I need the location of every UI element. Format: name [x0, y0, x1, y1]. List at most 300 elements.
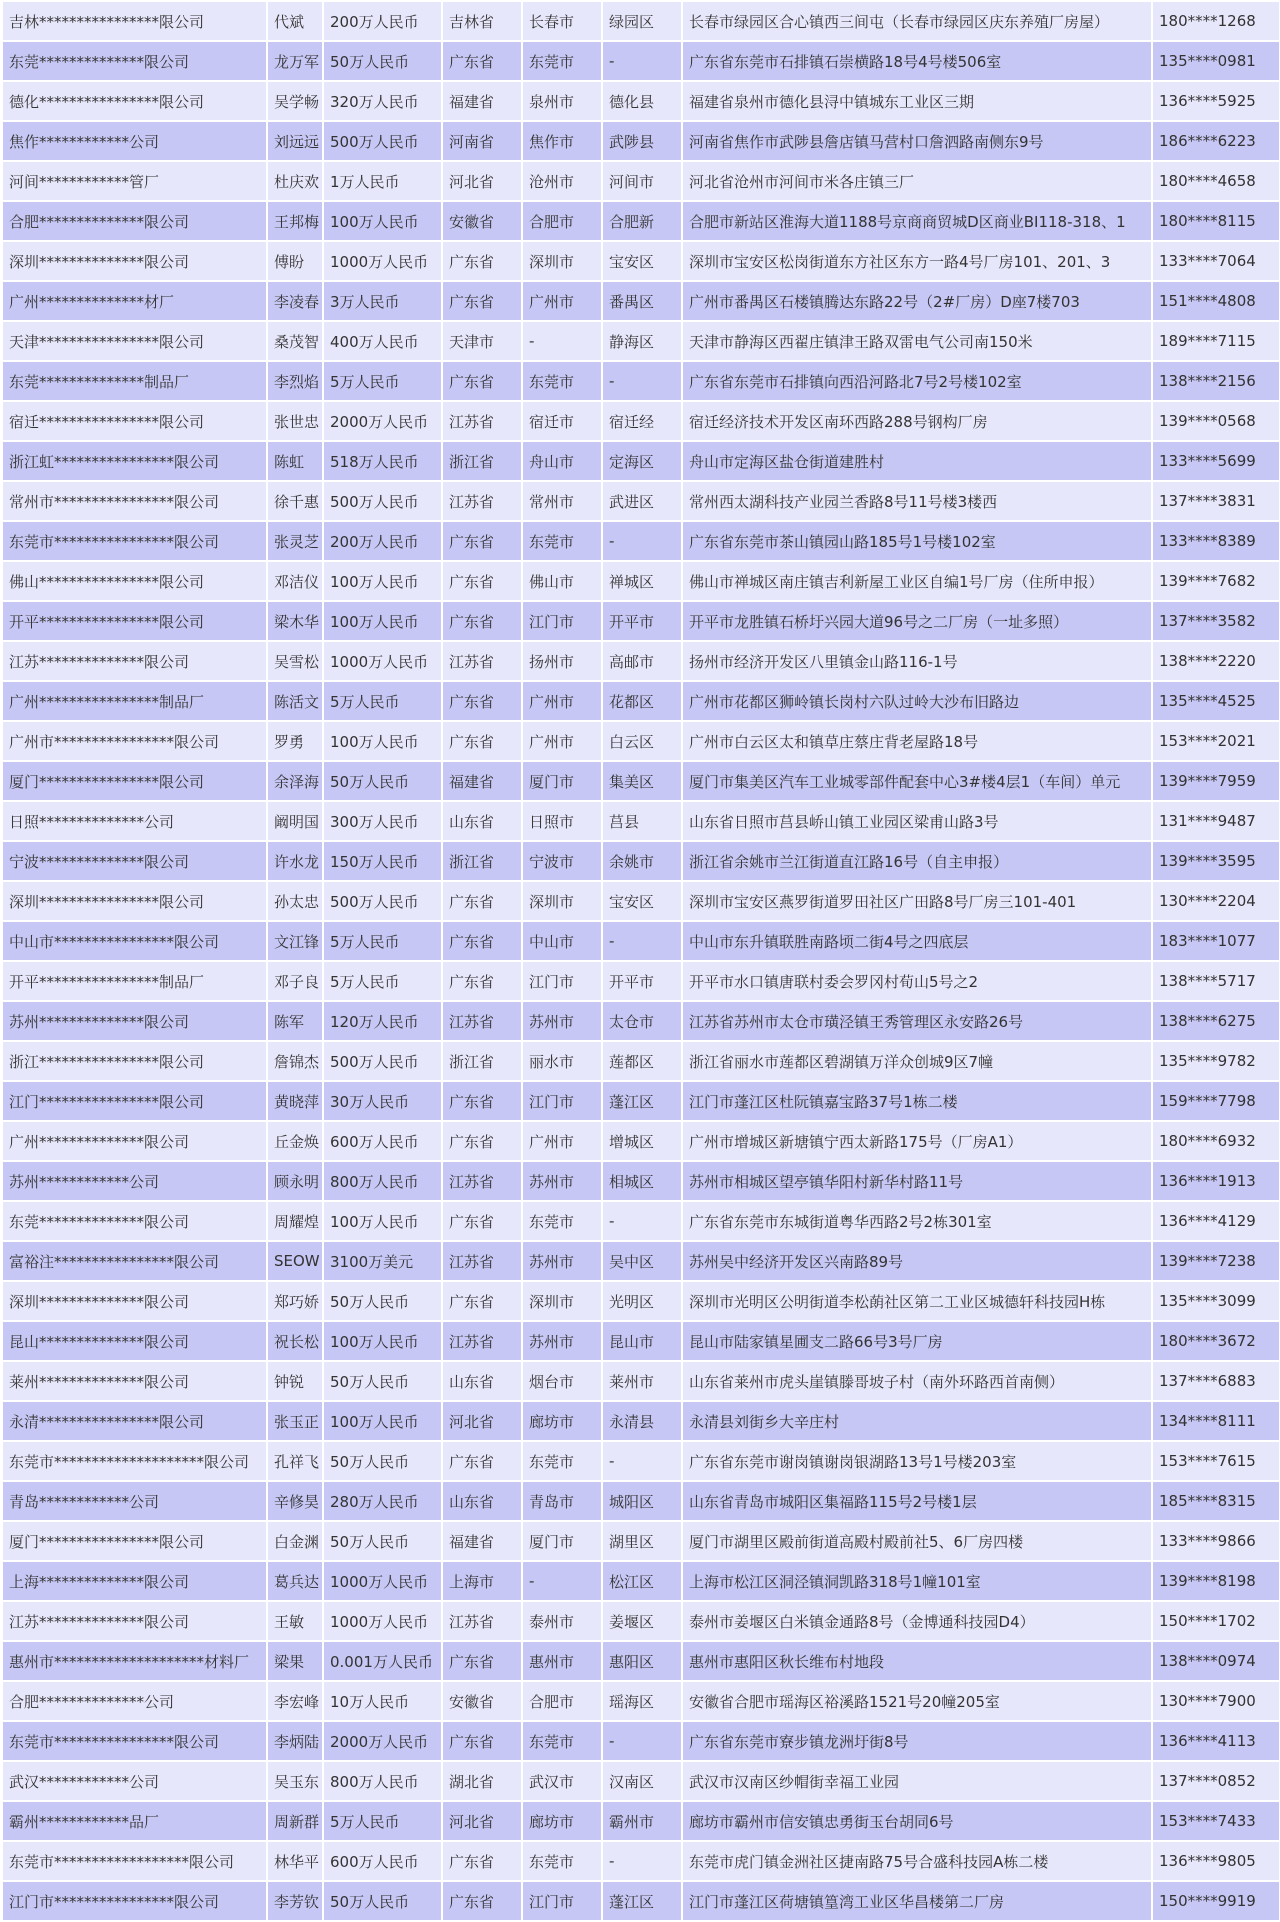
district-cell: 武进区 — [602, 481, 682, 521]
city-cell: 东莞市 — [522, 1441, 602, 1481]
table-row — [2, 361, 1280, 401]
registered-capital-cell: 50万人民币 — [323, 1361, 442, 1401]
table-row — [2, 721, 1280, 761]
contact-person-cell: 邓洁仪 — [267, 561, 323, 601]
contact-person-cell: 张世忠 — [267, 401, 323, 441]
phone-cell: 180****6932 — [1152, 1121, 1280, 1161]
district-cell: 增城区 — [602, 1121, 682, 1161]
address-cell: 开平市水口镇唐联村委会罗冈村荀山5号之2 — [682, 961, 1152, 1001]
city-cell: 东莞市 — [522, 361, 602, 401]
city-cell: 中山市 — [522, 921, 602, 961]
registered-capital-cell: 500万人民币 — [323, 1041, 442, 1081]
address-cell: 合肥市新站区淮海大道1188号京商商贸城D区商业BI118-318、1 — [682, 201, 1152, 241]
contact-person-cell: 阚明国 — [267, 801, 323, 841]
province-cell: 广东省 — [442, 1201, 522, 1241]
phone-cell: 180****4658 — [1152, 161, 1280, 201]
address-cell: 开平市龙胜镇石桥圩兴园大道96号之二厂房（一址多照） — [682, 601, 1152, 641]
phone-cell: 153****7433 — [1152, 1801, 1280, 1841]
table-row — [2, 241, 1280, 281]
address-cell: 广州市番禺区石楼镇腾达东路22号（2#厂房）D座7楼703 — [682, 281, 1152, 321]
address-cell: 广东省东莞市茶山镇园山路185号1号楼102室 — [682, 521, 1152, 561]
contact-person-cell: 白金渊 — [267, 1521, 323, 1561]
phone-cell: 133****8389 — [1152, 521, 1280, 561]
address-cell: 浙江省余姚市兰江街道直江路16号（自主申报） — [682, 841, 1152, 881]
address-cell: 广东省东莞市石排镇石崇横路18号4号楼506室 — [682, 41, 1152, 81]
phone-cell: 186****6223 — [1152, 121, 1280, 161]
phone-cell: 153****2021 — [1152, 721, 1280, 761]
table-row — [2, 681, 1280, 721]
table-row — [2, 1241, 1280, 1281]
table-row — [2, 401, 1280, 441]
company-name-cell: 东莞市****************限公司 — [2, 521, 267, 561]
company-name-cell: 广州市****************限公司 — [2, 721, 267, 761]
district-cell: 花都区 — [602, 681, 682, 721]
contact-person-cell: 杜庆欢 — [267, 161, 323, 201]
district-cell: 静海区 — [602, 321, 682, 361]
table-row — [2, 601, 1280, 641]
city-cell: 厦门市 — [522, 761, 602, 801]
registered-capital-cell: 100万人民币 — [323, 1321, 442, 1361]
city-cell: 扬州市 — [522, 641, 602, 681]
registered-capital-cell: 100万人民币 — [323, 1201, 442, 1241]
address-cell: 江苏省苏州市太仓市璜泾镇王秀管理区永安路26号 — [682, 1001, 1152, 1041]
company-name-cell: 焦作************公司 — [2, 121, 267, 161]
contact-person-cell: 李炳陆 — [267, 1721, 323, 1761]
contact-person-cell: 龙万军 — [267, 41, 323, 81]
contact-person-cell: 代斌 — [267, 1, 323, 41]
city-cell: - — [522, 321, 602, 361]
registered-capital-cell: 5万人民币 — [323, 961, 442, 1001]
city-cell: 佛山市 — [522, 561, 602, 601]
district-cell: 莒县 — [602, 801, 682, 841]
district-cell: 汉南区 — [602, 1761, 682, 1801]
province-cell: 江苏省 — [442, 1001, 522, 1041]
contact-person-cell: 梁果 — [267, 1641, 323, 1681]
registered-capital-cell: 1万人民币 — [323, 161, 442, 201]
district-cell: 蓬江区 — [602, 1881, 682, 1921]
province-cell: 江苏省 — [442, 401, 522, 441]
contact-person-cell: 吴学畅 — [267, 81, 323, 121]
phone-cell: 139****7238 — [1152, 1241, 1280, 1281]
province-cell: 天津市 — [442, 321, 522, 361]
table-row — [2, 761, 1280, 801]
city-cell: 烟台市 — [522, 1361, 602, 1401]
company-name-cell: 宿迁****************限公司 — [2, 401, 267, 441]
contact-person-cell: 吴雪松 — [267, 641, 323, 681]
address-cell: 廊坊市霸州市信安镇忠勇街玉台胡同6号 — [682, 1801, 1152, 1841]
phone-cell: 138****5717 — [1152, 961, 1280, 1001]
phone-cell: 131****9487 — [1152, 801, 1280, 841]
table-row — [2, 481, 1280, 521]
company-name-cell: 广州**************限公司 — [2, 1121, 267, 1161]
company-name-cell: 广州**************材厂 — [2, 281, 267, 321]
phone-cell: 138****2220 — [1152, 641, 1280, 681]
company-name-cell: 浙江****************限公司 — [2, 1041, 267, 1081]
province-cell: 广东省 — [442, 961, 522, 1001]
district-cell: 河间市 — [602, 161, 682, 201]
district-cell: - — [602, 1721, 682, 1761]
city-cell: 厦门市 — [522, 1521, 602, 1561]
contact-person-cell: 詹锦杰 — [267, 1041, 323, 1081]
district-cell: 绿园区 — [602, 1, 682, 41]
registered-capital-cell: 1000万人民币 — [323, 1601, 442, 1641]
company-table — [1, 0, 1280, 1922]
company-name-cell: 武汉************公司 — [2, 1761, 267, 1801]
registered-capital-cell: 1000万人民币 — [323, 1561, 442, 1601]
contact-person-cell: 罗勇 — [267, 721, 323, 761]
registered-capital-cell: 500万人民币 — [323, 481, 442, 521]
table-row — [2, 201, 1280, 241]
city-cell: 苏州市 — [522, 1321, 602, 1361]
city-cell: 泰州市 — [522, 1601, 602, 1641]
province-cell: 广东省 — [442, 1281, 522, 1321]
registered-capital-cell: 100万人民币 — [323, 1401, 442, 1441]
company-name-cell: 深圳**************限公司 — [2, 241, 267, 281]
province-cell: 广东省 — [442, 281, 522, 321]
table-row — [2, 1521, 1280, 1561]
registered-capital-cell: 150万人民币 — [323, 841, 442, 881]
phone-cell: 135****0981 — [1152, 41, 1280, 81]
table-row — [2, 1481, 1280, 1521]
contact-person-cell: 辛修昊 — [267, 1481, 323, 1521]
province-cell: 河南省 — [442, 121, 522, 161]
phone-cell: 138****0974 — [1152, 1641, 1280, 1681]
city-cell: 丽水市 — [522, 1041, 602, 1081]
province-cell: 江苏省 — [442, 1321, 522, 1361]
district-cell: 德化县 — [602, 81, 682, 121]
registered-capital-cell: 3100万美元 — [323, 1241, 442, 1281]
city-cell: 深圳市 — [522, 881, 602, 921]
city-cell: 江门市 — [522, 601, 602, 641]
city-cell: 江门市 — [522, 1081, 602, 1121]
phone-cell: 180****3672 — [1152, 1321, 1280, 1361]
phone-cell: 130****2204 — [1152, 881, 1280, 921]
city-cell: 宿迁市 — [522, 401, 602, 441]
address-cell: 厦门市集美区汽车工业城零部件配套中心3#楼4层1（车间）单元 — [682, 761, 1152, 801]
city-cell: 苏州市 — [522, 1241, 602, 1281]
district-cell: - — [602, 41, 682, 81]
table-row — [2, 561, 1280, 601]
phone-cell: 139****0568 — [1152, 401, 1280, 441]
phone-cell: 138****6275 — [1152, 1001, 1280, 1041]
contact-person-cell: 李烈焰 — [267, 361, 323, 401]
table-row — [2, 1601, 1280, 1641]
contact-person-cell: 黄晓萍 — [267, 1081, 323, 1121]
phone-cell: 134****8111 — [1152, 1401, 1280, 1441]
province-cell: 广东省 — [442, 1121, 522, 1161]
province-cell: 广东省 — [442, 41, 522, 81]
district-cell: 永清县 — [602, 1401, 682, 1441]
district-cell: - — [602, 1841, 682, 1881]
registered-capital-cell: 320万人民币 — [323, 81, 442, 121]
province-cell: 吉林省 — [442, 1, 522, 41]
company-name-cell: 常州市****************限公司 — [2, 481, 267, 521]
city-cell: 焦作市 — [522, 121, 602, 161]
province-cell: 上海市 — [442, 1561, 522, 1601]
city-cell: 长春市 — [522, 1, 602, 41]
contact-person-cell: 陈虹 — [267, 441, 323, 481]
contact-person-cell: 文江锋 — [267, 921, 323, 961]
province-cell: 安徽省 — [442, 201, 522, 241]
address-cell: 苏州吴中经济开发区兴南路89号 — [682, 1241, 1152, 1281]
city-cell: 沧州市 — [522, 161, 602, 201]
contact-person-cell: 梁木华 — [267, 601, 323, 641]
province-cell: 河北省 — [442, 161, 522, 201]
city-cell: 广州市 — [522, 681, 602, 721]
province-cell: 广东省 — [442, 721, 522, 761]
registered-capital-cell: 2000万人民币 — [323, 401, 442, 441]
province-cell: 广东省 — [442, 881, 522, 921]
phone-cell: 180****1268 — [1152, 1, 1280, 41]
registered-capital-cell: 100万人民币 — [323, 561, 442, 601]
city-cell: 合肥市 — [522, 1681, 602, 1721]
province-cell: 广东省 — [442, 241, 522, 281]
company-name-cell: 东莞市******************限公司 — [2, 1841, 267, 1881]
district-cell: - — [602, 521, 682, 561]
city-cell: 日照市 — [522, 801, 602, 841]
company-name-cell: 开平****************制品厂 — [2, 961, 267, 1001]
district-cell: 宿迁经 — [602, 401, 682, 441]
company-name-cell: 德化****************限公司 — [2, 81, 267, 121]
city-cell: 深圳市 — [522, 241, 602, 281]
company-name-cell: 东莞**************制品厂 — [2, 361, 267, 401]
table-row — [2, 1841, 1280, 1881]
city-cell: 东莞市 — [522, 1201, 602, 1241]
company-name-cell: 苏州**************限公司 — [2, 1001, 267, 1041]
company-name-cell: 广州****************制品厂 — [2, 681, 267, 721]
company-name-cell: 东莞市****************限公司 — [2, 1721, 267, 1761]
phone-cell: 135****3099 — [1152, 1281, 1280, 1321]
province-cell: 浙江省 — [442, 841, 522, 881]
province-cell: 江苏省 — [442, 1601, 522, 1641]
table-row — [2, 1361, 1280, 1401]
district-cell: 霸州市 — [602, 1801, 682, 1841]
city-cell: 广州市 — [522, 721, 602, 761]
company-name-cell: 江苏**************限公司 — [2, 641, 267, 681]
table-row — [2, 441, 1280, 481]
company-name-cell: 日照**************公司 — [2, 801, 267, 841]
table-row — [2, 161, 1280, 201]
company-name-cell: 厦门****************限公司 — [2, 761, 267, 801]
address-cell: 中山市东升镇联胜南路顷二街4号之四底层 — [682, 921, 1152, 961]
phone-cell: 138****2156 — [1152, 361, 1280, 401]
table-row — [2, 1321, 1280, 1361]
registered-capital-cell: 100万人民币 — [323, 721, 442, 761]
contact-person-cell: 傅盼 — [267, 241, 323, 281]
address-cell: 扬州市经济开发区八里镇金山路116-1号 — [682, 641, 1152, 681]
address-cell: 广东省东莞市寮步镇龙洲圩街8号 — [682, 1721, 1152, 1761]
address-cell: 泰州市姜堰区白米镇金通路8号（金博通科技园D4） — [682, 1601, 1152, 1641]
district-cell: 蓬江区 — [602, 1081, 682, 1121]
province-cell: 安徽省 — [442, 1681, 522, 1721]
city-cell: 廊坊市 — [522, 1801, 602, 1841]
district-cell: 高邮市 — [602, 641, 682, 681]
table-row — [2, 1, 1280, 41]
district-cell: - — [602, 921, 682, 961]
phone-cell: 135****9782 — [1152, 1041, 1280, 1081]
city-cell: 广州市 — [522, 1121, 602, 1161]
province-cell: 广东省 — [442, 681, 522, 721]
district-cell: 合肥新 — [602, 201, 682, 241]
company-name-cell: 天津****************限公司 — [2, 321, 267, 361]
company-name-cell: 深圳****************限公司 — [2, 881, 267, 921]
company-name-cell: 惠州市********************材料厂 — [2, 1641, 267, 1681]
company-name-cell: 河间************管厂 — [2, 161, 267, 201]
address-cell: 河北省沧州市河间市米各庄镇三厂 — [682, 161, 1152, 201]
city-cell: 宁波市 — [522, 841, 602, 881]
address-cell: 东莞市虎门镇金洲社区捷南路75号合盛科技园A栋二楼 — [682, 1841, 1152, 1881]
registered-capital-cell: 100万人民币 — [323, 201, 442, 241]
contact-person-cell: 余泽海 — [267, 761, 323, 801]
phone-cell: 133****9866 — [1152, 1521, 1280, 1561]
registered-capital-cell: 200万人民币 — [323, 1, 442, 41]
province-cell: 广东省 — [442, 1441, 522, 1481]
company-name-cell: 佛山****************限公司 — [2, 561, 267, 601]
phone-cell: 133****5699 — [1152, 441, 1280, 481]
address-cell: 深圳市宝安区松岗街道东方社区东方一路4号厂房101、201、3 — [682, 241, 1152, 281]
district-cell: 湖里区 — [602, 1521, 682, 1561]
contact-person-cell: 邓子良 — [267, 961, 323, 1001]
contact-person-cell: 葛兵达 — [267, 1561, 323, 1601]
address-cell: 广州市白云区太和镇草庄蔡庄背老屋路18号 — [682, 721, 1152, 761]
city-cell: 舟山市 — [522, 441, 602, 481]
district-cell: 番禺区 — [602, 281, 682, 321]
phone-cell: 136****4113 — [1152, 1721, 1280, 1761]
contact-person-cell: 李宏峰 — [267, 1681, 323, 1721]
address-cell: 长春市绿园区合心镇西三间屯（长春市绿园区庆东养殖厂房屋） — [682, 1, 1152, 41]
company-name-cell: 宁波**************限公司 — [2, 841, 267, 881]
city-cell: - — [522, 1561, 602, 1601]
registered-capital-cell: 50万人民币 — [323, 1281, 442, 1321]
registered-capital-cell: 50万人民币 — [323, 761, 442, 801]
contact-person-cell: 王敏 — [267, 1601, 323, 1641]
registered-capital-cell: 10万人民币 — [323, 1681, 442, 1721]
contact-person-cell: 许水龙 — [267, 841, 323, 881]
registered-capital-cell: 100万人民币 — [323, 601, 442, 641]
table-row — [2, 121, 1280, 161]
province-cell: 广东省 — [442, 1841, 522, 1881]
contact-person-cell: 刘远远 — [267, 121, 323, 161]
contact-person-cell: 陈活文 — [267, 681, 323, 721]
district-cell: 余姚市 — [602, 841, 682, 881]
contact-person-cell: 张玉正 — [267, 1401, 323, 1441]
table-row — [2, 1041, 1280, 1081]
city-cell: 廊坊市 — [522, 1401, 602, 1441]
phone-cell: 151****4808 — [1152, 281, 1280, 321]
province-cell: 湖北省 — [442, 1761, 522, 1801]
table-row — [2, 1721, 1280, 1761]
province-cell: 广东省 — [442, 1881, 522, 1921]
district-cell: - — [602, 1441, 682, 1481]
province-cell: 福建省 — [442, 761, 522, 801]
registered-capital-cell: 600万人民币 — [323, 1121, 442, 1161]
province-cell: 福建省 — [442, 81, 522, 121]
company-name-cell: 江门市****************限公司 — [2, 1881, 267, 1921]
city-cell: 苏州市 — [522, 1161, 602, 1201]
company-name-cell: 江门****************限公司 — [2, 1081, 267, 1121]
phone-cell: 139****3595 — [1152, 841, 1280, 881]
province-cell: 山东省 — [442, 801, 522, 841]
address-cell: 舟山市定海区盐仓街道建胜村 — [682, 441, 1152, 481]
phone-cell: 137****0852 — [1152, 1761, 1280, 1801]
address-cell: 山东省青岛市城阳区集福路115号2号楼1层 — [682, 1481, 1152, 1521]
phone-cell: 139****8198 — [1152, 1561, 1280, 1601]
registered-capital-cell: 5万人民币 — [323, 1801, 442, 1841]
contact-person-cell: 孙太忠 — [267, 881, 323, 921]
district-cell: 惠阳区 — [602, 1641, 682, 1681]
table-row — [2, 81, 1280, 121]
province-cell: 江苏省 — [442, 641, 522, 681]
district-cell: 白云区 — [602, 721, 682, 761]
city-cell: 东莞市 — [522, 1841, 602, 1881]
district-cell: - — [602, 1201, 682, 1241]
city-cell: 深圳市 — [522, 1281, 602, 1321]
table-row — [2, 1401, 1280, 1441]
city-cell: 江门市 — [522, 1881, 602, 1921]
district-cell: 姜堰区 — [602, 1601, 682, 1641]
company-name-cell: 合肥**************公司 — [2, 1681, 267, 1721]
contact-person-cell: 林华平 — [267, 1841, 323, 1881]
city-cell: 合肥市 — [522, 201, 602, 241]
registered-capital-cell: 5万人民币 — [323, 681, 442, 721]
city-cell: 苏州市 — [522, 1001, 602, 1041]
contact-person-cell: 张灵芝 — [267, 521, 323, 561]
address-cell: 苏州市相城区望亭镇华阳村新华村路11号 — [682, 1161, 1152, 1201]
province-cell: 广东省 — [442, 601, 522, 641]
company-name-cell: 厦门****************限公司 — [2, 1521, 267, 1561]
contact-person-cell: 顾永明 — [267, 1161, 323, 1201]
address-cell: 永清县刘街乡大辛庄村 — [682, 1401, 1152, 1441]
phone-cell: 136****5925 — [1152, 81, 1280, 121]
province-cell: 江苏省 — [442, 1161, 522, 1201]
table-row — [2, 1121, 1280, 1161]
address-cell: 广东省东莞市谢岗镇谢岗银湖路13号1号楼203室 — [682, 1441, 1152, 1481]
city-cell: 广州市 — [522, 281, 602, 321]
phone-cell: 133****7064 — [1152, 241, 1280, 281]
address-cell: 山东省莱州市虎头崖镇滕哥坡子村（南外环路西首南侧） — [682, 1361, 1152, 1401]
company-name-cell: 苏州************公司 — [2, 1161, 267, 1201]
table-body — [2, 1, 1280, 1921]
company-name-cell: 中山市****************限公司 — [2, 921, 267, 961]
province-cell: 浙江省 — [442, 1041, 522, 1081]
district-cell: 定海区 — [602, 441, 682, 481]
address-cell: 福建省泉州市德化县浔中镇城东工业区三期 — [682, 81, 1152, 121]
province-cell: 广东省 — [442, 1081, 522, 1121]
district-cell: 禅城区 — [602, 561, 682, 601]
registered-capital-cell: 2000万人民币 — [323, 1721, 442, 1761]
phone-cell: 135****4525 — [1152, 681, 1280, 721]
table-row — [2, 321, 1280, 361]
city-cell: 武汉市 — [522, 1761, 602, 1801]
phone-cell: 150****1702 — [1152, 1601, 1280, 1641]
contact-person-cell: 李凌春 — [267, 281, 323, 321]
address-cell: 昆山市陆家镇星圃支二路66号3号厂房 — [682, 1321, 1152, 1361]
address-cell: 深圳市宝安区燕罗街道罗田社区广田路8号厂房三101-401 — [682, 881, 1152, 921]
address-cell: 广东省东莞市东城街道粤华西路2号2栋301室 — [682, 1201, 1152, 1241]
company-name-cell: 东莞**************限公司 — [2, 41, 267, 81]
registered-capital-cell: 50万人民币 — [323, 1441, 442, 1481]
phone-cell: 180****8115 — [1152, 201, 1280, 241]
contact-person-cell: 桑茂智 — [267, 321, 323, 361]
contact-person-cell: 周新群 — [267, 1801, 323, 1841]
address-cell: 山东省日照市莒县峤山镇工业园区梁甫山路3号 — [682, 801, 1152, 841]
district-cell: 开平市 — [602, 961, 682, 1001]
city-cell: 东莞市 — [522, 1721, 602, 1761]
table-row — [2, 801, 1280, 841]
phone-cell: 136****9805 — [1152, 1841, 1280, 1881]
district-cell: 集美区 — [602, 761, 682, 801]
district-cell: 瑶海区 — [602, 1681, 682, 1721]
